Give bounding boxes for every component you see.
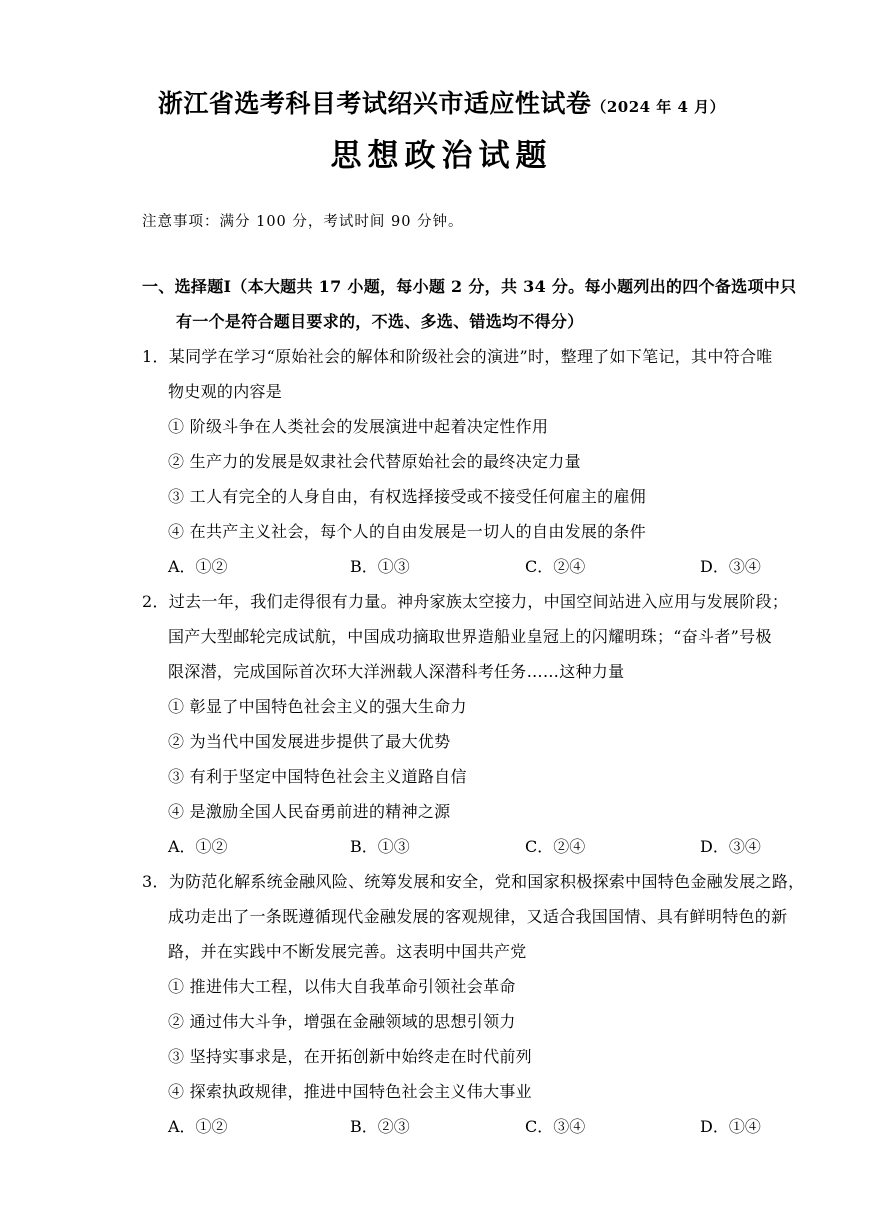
question-3-option-d: D．①④ bbox=[700, 1117, 761, 1136]
question-2-statement-3: ③ 有利于坚定中国特色社会主义道路自信 bbox=[168, 767, 467, 786]
exam-title bbox=[0, 84, 883, 120]
question-1-stem-cont: 物史观的内容是 bbox=[168, 382, 283, 401]
question-3-stem-cont: 路，并在实践中不断发展完善。这表明中国共产党 bbox=[168, 942, 527, 961]
question-3-statement-4: ④ 探索执政规律，推进中国特色社会主义伟大事业 bbox=[168, 1082, 532, 1101]
question-3-option-a: A．①② bbox=[168, 1117, 228, 1136]
question-1-option-b: B．①③ bbox=[350, 557, 410, 576]
question-2-statement-2: ② 为当代中国发展进步提供了最大优势 bbox=[168, 732, 451, 751]
question-2-option-d: D．③④ bbox=[700, 837, 761, 856]
question-1-option-a: A．①② bbox=[168, 557, 228, 576]
question-3-stem: 3．为防范化解系统金融风险、统筹发展和安全，党和国家积极探索中国特色金融发展之路， bbox=[142, 872, 805, 891]
question-2-option-a: A．①② bbox=[168, 837, 228, 856]
subject-title: 思想政治试题 bbox=[330, 138, 553, 174]
question-3-option-b: B．②③ bbox=[350, 1117, 410, 1136]
question-2-stem-cont: 国产大型邮轮完成试航，中国成功摘取世界造船业皇冠上的闪耀明珠；“奋斗者”号极 bbox=[168, 627, 772, 646]
question-3-statement-3: ③ 坚持实事求是，在开拓创新中始终走在时代前列 bbox=[168, 1047, 532, 1066]
question-3-statement-1: ① 推进伟大工程，以伟大自我革命引领社会革命 bbox=[168, 977, 516, 996]
question-2-statement-1: ① 彰显了中国特色社会主义的强大生命力 bbox=[168, 697, 467, 716]
section-heading-cont: 有一个是符合题目要求的，不选、多选、错选均不得分） bbox=[176, 312, 584, 331]
question-3-statement-2: ② 通过伟大斗争，增强在金融领域的思想引领力 bbox=[168, 1012, 516, 1031]
question-3-option-c: C．③④ bbox=[525, 1117, 586, 1136]
exam-title-text: 浙江省选考科目考试绍兴市适应性试卷 bbox=[157, 89, 592, 118]
question-1-statement-2: ② 生产力的发展是奴隶社会代替原始社会的最终决定力量 bbox=[168, 452, 581, 471]
question-2-option-c: C．②④ bbox=[525, 837, 586, 856]
question-2-option-b: B．①③ bbox=[350, 837, 410, 856]
exam-notice: 注意事项：满分 100 分，考试时间 90 分钟。 bbox=[142, 214, 464, 230]
question-1-stem: 1．某同学在学习“原始社会的解体和阶级社会的演进”时，整理了如下笔记，其中符合唯 bbox=[142, 347, 773, 366]
exam-date: （2024 年 4 月） bbox=[591, 98, 726, 116]
question-2-statement-4: ④ 是激励全国人民奋勇前进的精神之源 bbox=[168, 802, 451, 821]
question-2-stem: 2．过去一年，我们走得很有力量。神舟家族太空接力，中国空间站进入应用与发展阶段； bbox=[142, 592, 789, 611]
question-2-stem-cont: 限深潜，完成国际首次环大洋洲载人深潜科考任务……这种力量 bbox=[168, 662, 625, 681]
question-3-stem-cont: 成功走出了一条既遵循现代金融发展的客观规律，又适合我国国情、具有鲜明特色的新 bbox=[168, 907, 788, 926]
question-1-statement-1: ① 阶级斗争在人类社会的发展演进中起着决定性作用 bbox=[168, 417, 549, 436]
question-1-option-c: C．②④ bbox=[525, 557, 586, 576]
question-1-statement-3: ③ 工人有完全的人身自由，有权选择接受或不接受任何雇主的雇佣 bbox=[168, 487, 647, 506]
question-1-option-d: D．③④ bbox=[700, 557, 761, 576]
section-heading: 一、选择题Ⅰ（本大题共 17 小题，每小题 2 分，共 34 分。每小题列出的四个备选项中只 bbox=[142, 277, 797, 296]
question-1-statement-4: ④ 在共产主义社会，每个人的自由发展是一切人的自由发展的条件 bbox=[168, 522, 647, 541]
